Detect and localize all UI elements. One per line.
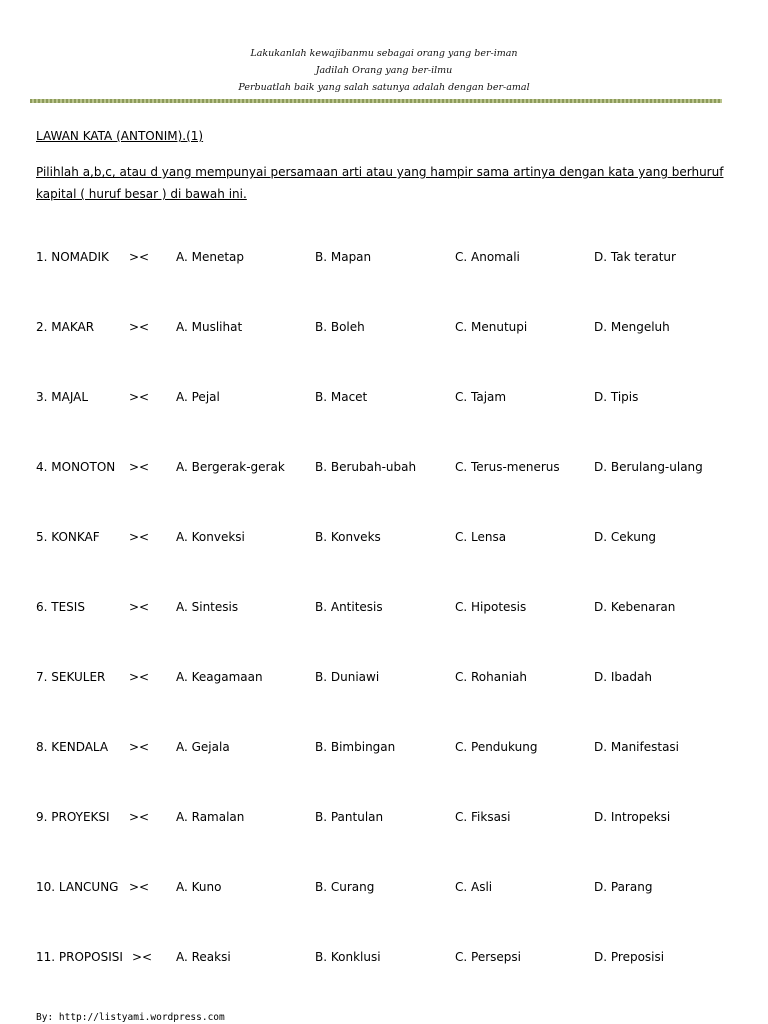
option-c: C. Terus-menerus (455, 460, 560, 474)
option-a: A. Konveksi (176, 530, 245, 544)
question-row (0, 670, 768, 690)
question-word: 9. PROYEKSI (36, 810, 110, 824)
option-a: A. Keagamaan (176, 670, 263, 684)
question-row (0, 950, 768, 970)
option-c: C. Tajam (455, 390, 507, 404)
antonym-symbol: >< (129, 740, 150, 754)
question-word: 4. MONOTON (36, 460, 116, 474)
option-d: D. Intropeksi (594, 810, 671, 824)
question-row (0, 600, 768, 620)
option-b: B. Konklusi (315, 950, 381, 964)
antonym-symbol: >< (129, 810, 150, 824)
option-b: B. Mapan (315, 250, 372, 264)
header-divider (30, 99, 722, 103)
option-d: D. Berulang-ulang (594, 460, 703, 474)
footer-credit-link[interactable]: By: http://listyami.wordpress.com (36, 1012, 225, 1023)
option-c: C. Asli (455, 880, 493, 894)
option-c: C. Menutupi (455, 320, 528, 334)
option-d: D. Parang (594, 880, 653, 894)
option-c: C. Fiksasi (455, 810, 511, 824)
option-d: D. Mengeluh (594, 320, 670, 334)
option-a: A. Reaksi (176, 950, 231, 964)
question-row (0, 880, 768, 900)
option-b: B. Pantulan (315, 810, 384, 824)
option-a: A. Ramalan (176, 810, 245, 824)
antonym-symbol: >< (132, 950, 153, 964)
question-word: 10. LANCUNG (36, 880, 119, 894)
option-b: B. Curang (315, 880, 375, 894)
option-a: A. Sintesis (176, 600, 239, 614)
worksheet-title: LAWAN KATA (ANTONIM).(1) (36, 129, 204, 143)
option-b: B. Berubah-ubah (315, 460, 417, 474)
motto-line-1: Lakukanlah kewajibanmu sebagai orang yang ber-iman (250, 48, 518, 59)
question-word: 6. TESIS (36, 600, 85, 614)
antonym-symbol: >< (129, 390, 150, 404)
question-row (0, 460, 768, 480)
option-a: A. Bergerak-gerak (176, 460, 285, 474)
antonym-symbol: >< (129, 880, 150, 894)
option-b: B. Bimbingan (315, 740, 396, 754)
question-row (0, 250, 768, 270)
option-b: B. Antitesis (315, 600, 383, 614)
option-a: A. Kuno (176, 880, 222, 894)
question-word: 7. SEKULER (36, 670, 106, 684)
option-c: C. Lensa (455, 530, 507, 544)
question-row (0, 740, 768, 760)
option-d: D. Preposisi (594, 950, 665, 964)
option-b: B. Duniawi (315, 670, 380, 684)
option-a: A. Muslihat (176, 320, 243, 334)
motto-line-2: Jadilah Orang yang ber-ilmu (315, 65, 453, 76)
antonym-symbol: >< (129, 670, 150, 684)
question-word: 1. NOMADIK (36, 250, 109, 264)
option-d: D. Ibadah (594, 670, 652, 684)
option-a: A. Pejal (176, 390, 220, 404)
option-b: B. Macet (315, 390, 368, 404)
option-d: D. Manifestasi (594, 740, 680, 754)
antonym-symbol: >< (129, 320, 150, 334)
motto-header (0, 45, 768, 96)
question-word: 2. MAKAR (36, 320, 95, 334)
question-row (0, 320, 768, 340)
antonym-symbol: >< (129, 530, 150, 544)
option-c: C. Anomali (455, 250, 520, 264)
question-word: 5. KONKAF (36, 530, 100, 544)
option-d: D. Cekung (594, 530, 657, 544)
option-a: A. Gejala (176, 740, 230, 754)
option-d: D. Tak teratur (594, 250, 676, 264)
option-c: C. Hipotesis (455, 600, 527, 614)
option-d: D. Kebenaran (594, 600, 676, 614)
antonym-symbol: >< (129, 460, 150, 474)
option-c: C. Rohaniah (455, 670, 528, 684)
option-b: B. Konveks (315, 530, 381, 544)
question-row (0, 390, 768, 410)
option-b: B. Boleh (315, 320, 365, 334)
instruction-text: Pilihlah a,b,c, atau d yang mempunyai persamaan arti atau yang hampir sama artinya dengan kata yang berhuruf kapital ( huruf besar ) di bawah ini. (36, 165, 724, 201)
question-row (0, 810, 768, 830)
option-a: A. Menetap (176, 250, 245, 264)
option-d: D. Tipis (594, 390, 639, 404)
question-word: 8. KENDALA (36, 740, 109, 754)
motto-line-3: Perbuatlah baik yang salah satunya adalah dengan ber-amal (238, 82, 530, 93)
option-c: C. Persepsi (455, 950, 521, 964)
question-row (0, 530, 768, 550)
option-c: C. Pendukung (455, 740, 538, 754)
question-word: 3. MAJAL (36, 390, 89, 404)
question-word: 11. PROPOSISI (36, 950, 123, 964)
antonym-symbol: >< (129, 600, 150, 614)
antonym-symbol: >< (129, 250, 150, 264)
